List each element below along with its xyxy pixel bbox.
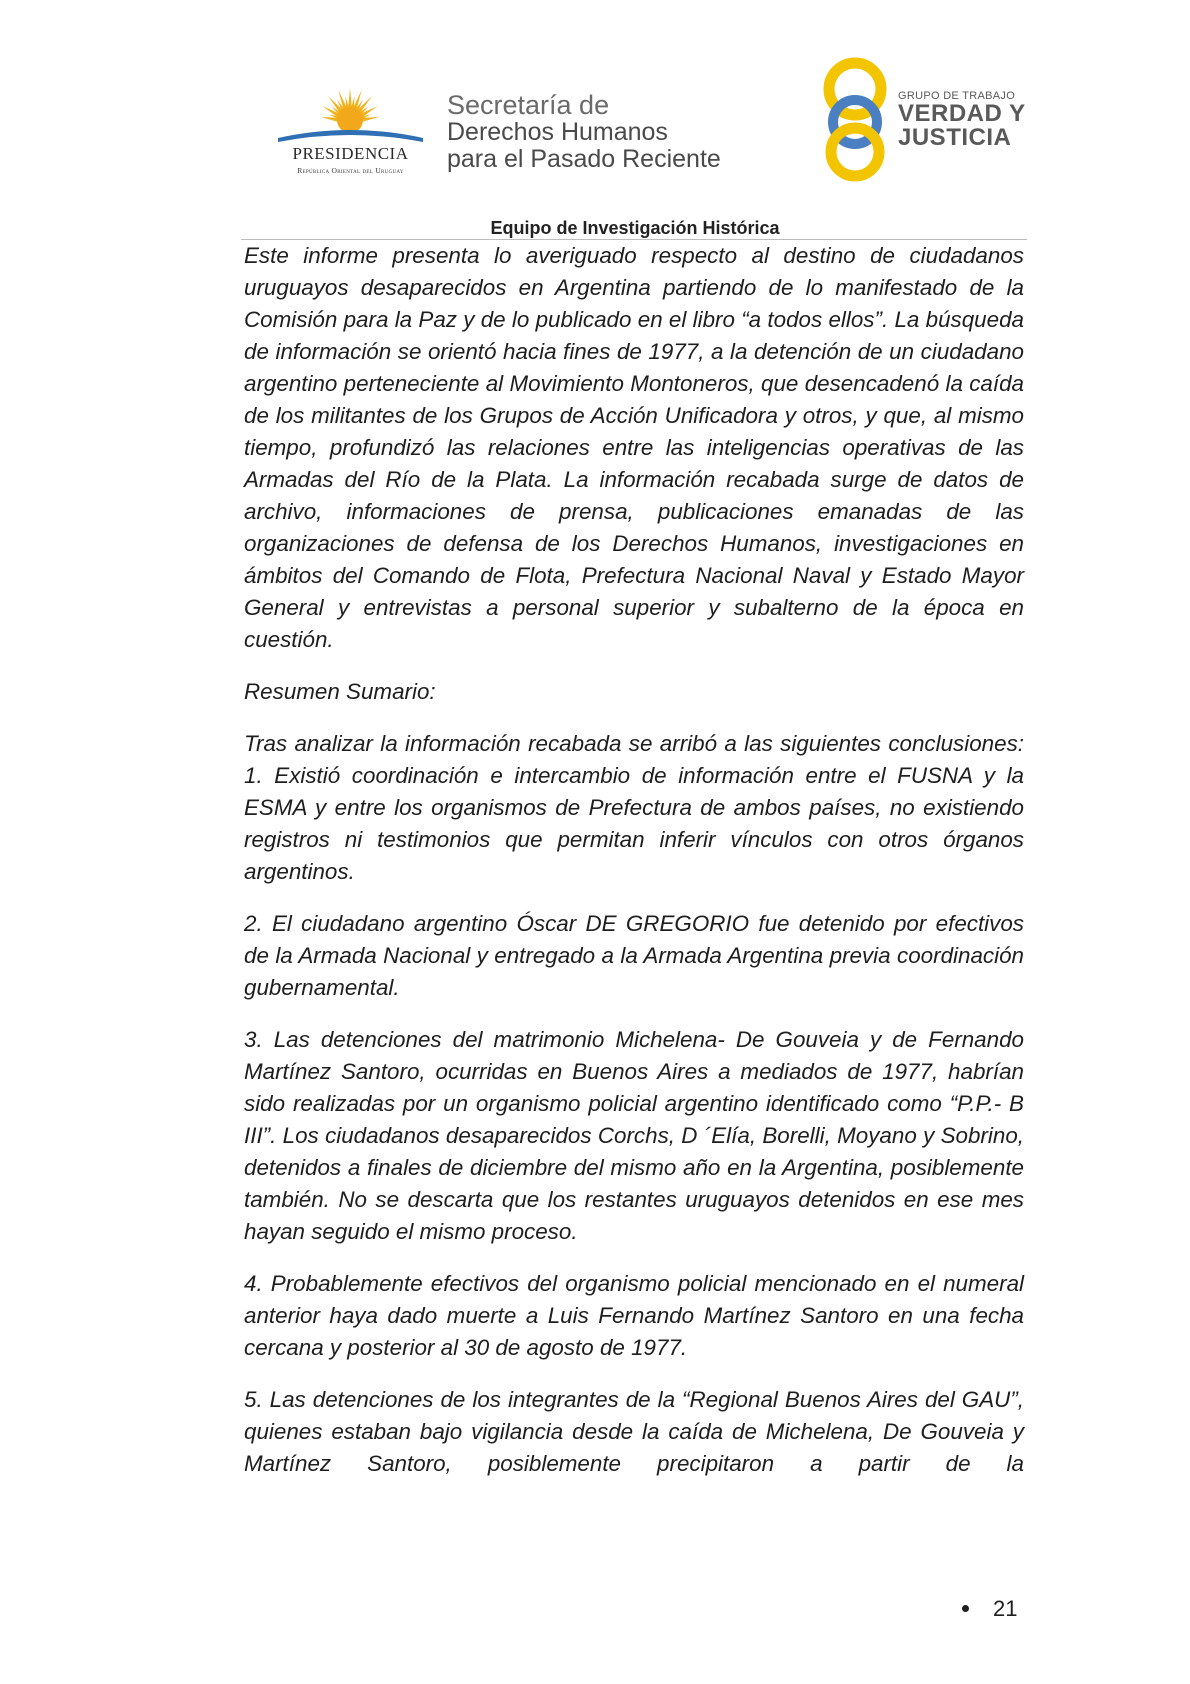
secretaria-line-1: Secretaría de [447, 90, 610, 120]
intro-paragraph: Este informe presenta lo averiguado respecto al destino de ciudadanos uruguayos desaparecidos en Argentina partiendo de lo manifestado de la Comisión para la Paz y de lo publicado en el libro “a todos ellos”. La búsqueda de información se orientó hacia fines de 1977, a la detención de un ciudadano argentino perteneciente al Movimiento Montoneros, que desencadenó la caída de los militantes de los Grupos de Acción Unificadora y otros, y que, al mismo tiempo, profundizó las relaciones entre las inteligencias operativas de las Armadas del Río de la Plata. La información recabada surge de datos de archivo, informaciones de prensa, publicaciones emanadas de las organizaciones de defensa de los Derechos Humanos, investigaciones en ámbitos del Comando de Flota, Prefectura Nacional Naval y Estado Mayor General y entrevistas a personal superior y subalterno de la época en cuestión. [244, 243, 1024, 652]
verdad-justicia-rings-icon [815, 56, 895, 182]
grupo-label: GRUPO DE TRABAJO [898, 90, 1016, 102]
conclusion-paragraph-2: 2. El ciudadano argentino Óscar DE GREGORIO fue detenido por efectivos de la Armada Nacional y entregado a la Armada Argentina previa coordinación gubernamental. [244, 911, 1024, 1000]
verdad-justicia-wordmark [898, 90, 1026, 150]
conclusion-paragraph-5: 5. Las detenciones de los integrantes de la “Regional Buenos Aires del GAU”, quienes estaban bajo vigilancia desde la caída de Michelena, De Gouveia y Martínez Santoro, posiblemente precipitaron a partir de la [244, 1387, 1024, 1476]
page-number-value: 21 [993, 1596, 1018, 1621]
justicia-label: JUSTICIA [898, 124, 1012, 151]
page-number [962, 1596, 1017, 1622]
verdad-label: VERDAD Y [898, 100, 1026, 127]
conclusion-paragraph-1: Tras analizar la información recabada se arribó a las siguientes conclusiones: 1. Existió coordinación e intercambio de información entre el FUSNA y la ESMA y entre los organismos de Prefectura de ambos países, no existiendo registros ni testimonios que permitan inferir vínculos con otros órganos argentinos. [244, 731, 1024, 884]
page-header [0, 0, 1190, 250]
conclusion-paragraph-4: 4. Probablemente efectivos del organismo policial mencionado en el numeral anterior haya dado muerte a Luis Fernando Martínez Santoro en una fecha cercana y posterior al 30 de agosto de 1977. [244, 1271, 1024, 1360]
secretaria-line-3: para el Pasado Reciente [447, 145, 721, 173]
presidencia-subtitle: República Oriental del Uruguay [297, 166, 404, 175]
secretaria-line-2: Derechos Humanos [447, 118, 668, 146]
sun-emblem-icon [268, 82, 433, 144]
conclusion-paragraph-3: 3. Las detenciones del matrimonio Michelena- De Gouveia y de Fernando Martínez Santoro, ocurridas en Buenos Aires a mediados de 1977, habrían sido realizadas por un organismo policial argentino identificado como “P.P.- B III”. Los ciudadanos desaparecidos Corchs, D ´Elía, Borelli, Moyano y Sobrino, detenidos a finales de diciembre del mismo año en la Argentina, posiblemente también. No se descarta que los restantes uruguayos detenidos en ese mes hayan seguido el mismo proceso. [244, 1027, 1024, 1244]
document-body [244, 240, 1024, 1500]
bullet-icon [962, 1605, 969, 1612]
presidencia-logo [268, 82, 433, 182]
summary-heading: Resumen Sumario: [244, 679, 436, 704]
team-title: Equipo de Investigación Histórica [490, 218, 780, 238]
secretaria-title [447, 92, 777, 173]
presidencia-wordmark: PRESIDENCIA [292, 144, 409, 163]
